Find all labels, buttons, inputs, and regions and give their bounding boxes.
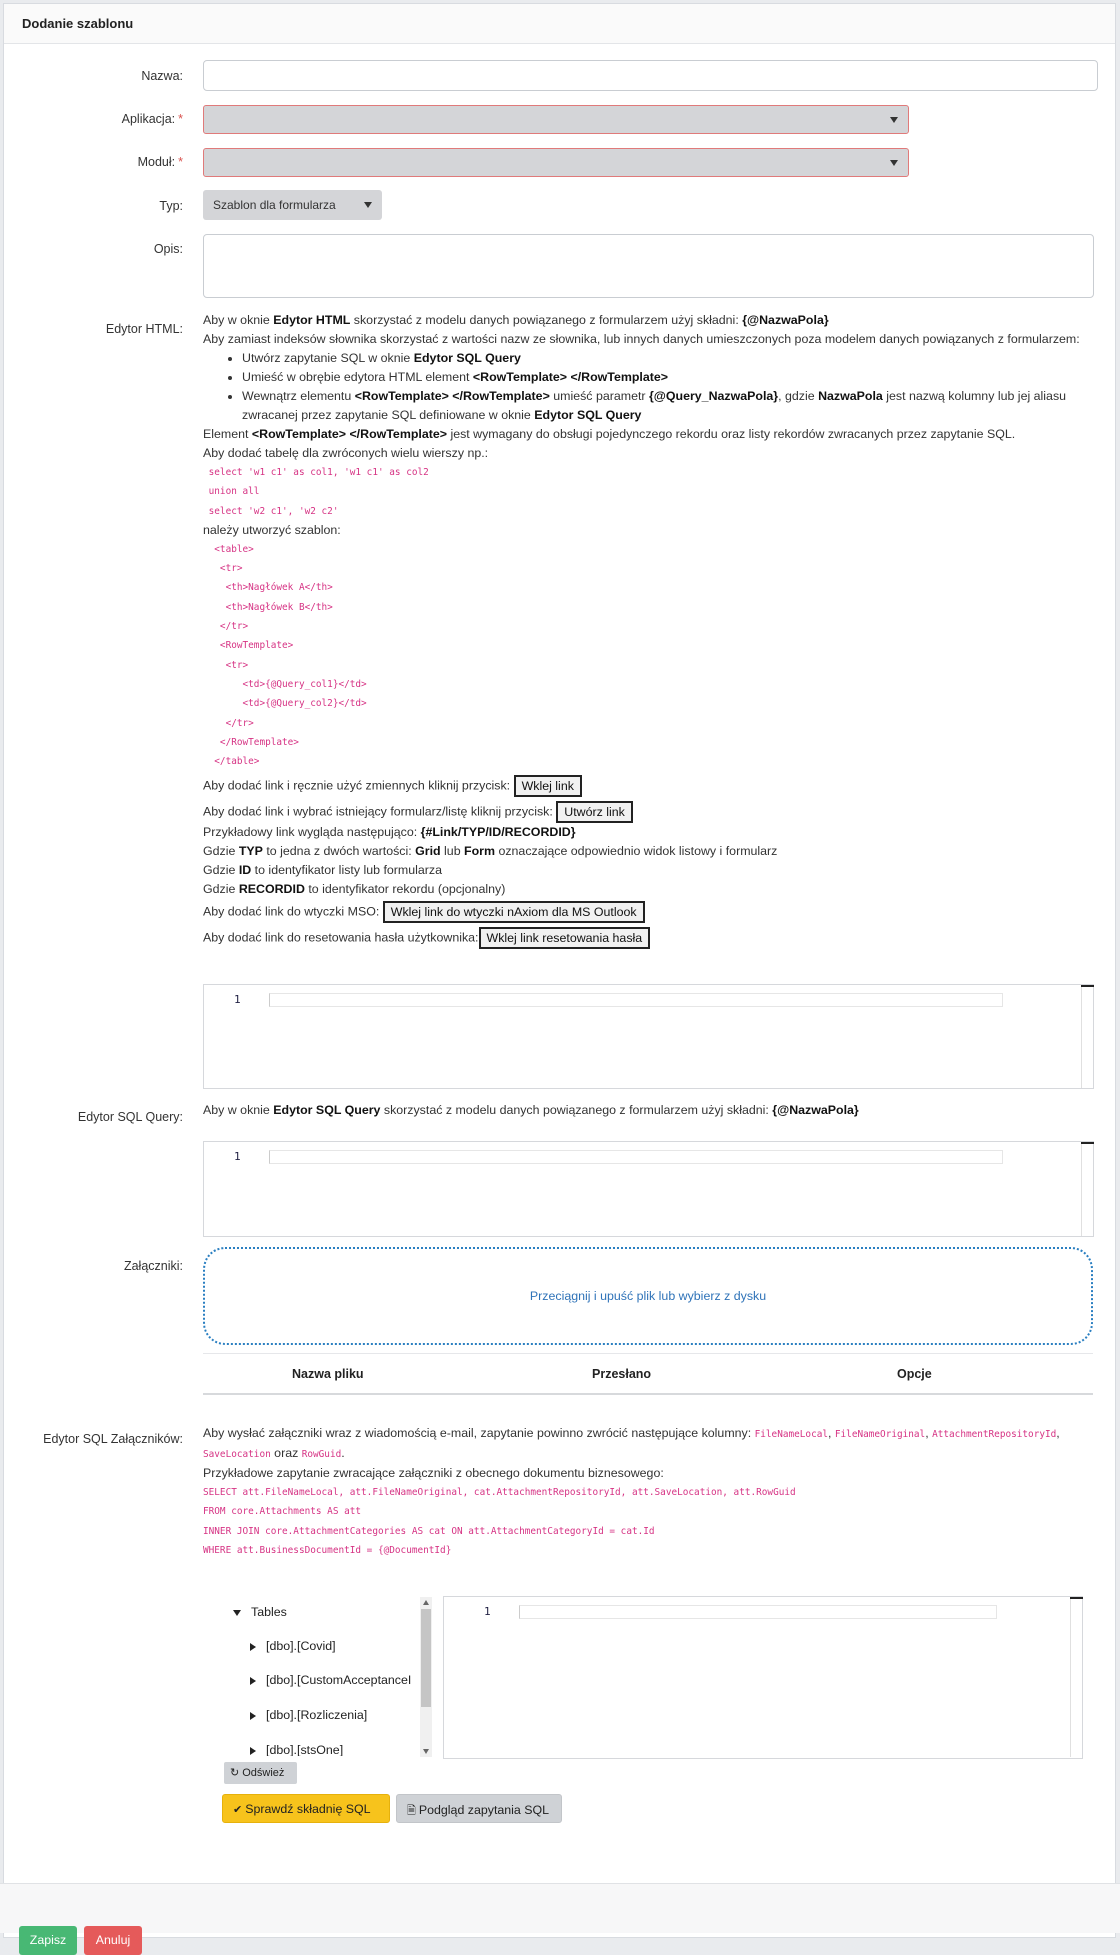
- collapsed-icon: [250, 1747, 256, 1755]
- active-line: [519, 1605, 997, 1619]
- line-number: 1: [234, 1150, 241, 1163]
- save-button[interactable]: Zapisz: [19, 1926, 77, 1955]
- scroll-thumb[interactable]: [421, 1609, 431, 1707]
- refresh-icon: ↻: [230, 1767, 240, 1779]
- aplikacja-select[interactable]: [203, 105, 909, 134]
- sql-editor-label: Edytor SQL Query:: [77, 1110, 183, 1124]
- collapsed-icon: [250, 1677, 256, 1685]
- html-code-editor[interactable]: [203, 984, 1094, 1089]
- collapsed-icon: [250, 1643, 256, 1651]
- tree-scrollbar[interactable]: [420, 1597, 432, 1757]
- col-sent: Przesłano: [592, 1367, 652, 1381]
- html-editor-help: Aby w oknie Edytor HTML skorzystać z modelu danych powiązanego z formularzem użyj składni: {@NazwaPola} Aby zamiast indeksów słownika skorzystać z wartości nazw ze słownika, lub innych danych umieszczonych poza modelem danych powiązanych z formularzem: • Utwórz zapytanie SQL w oknie Edytor SQL Query • Umieść w obrębie edytora HTML element <RowTemplate> </RowTemplate> • Wewnątrz elementu <RowTemplate> </RowTemplate> umieść parametr {@Query_NazwaPola}, gdzie NazwaPola jest nazwą kolumny lub jej aliasu zwracanej przez zapytanie SQL definiowane w oknie Edytor SQL Query Element <RowTemplate> </RowTemplate> jest wymagany do obsługi pojedynczego rekordu oraz listy rekordów zwracanych przez zapytanie SQL. Aby dodać tabelę dla zwróconych wielu wierszy np.: select 'w1 c1' as col1, 'w1 c1' as col2 union all select 'w2 c1', 'w2 c2' należy utworzyć szablon: <table> <tr> <th>Nagłówek A</th> <th>Nagłówek B</th> </tr> <RowTemplate> <tr> <td>{@Query_col1}</td> <td>{@Query_col2}</td> </tr> </RowTemplate> </table> Aby dodać link i ręcznie użyć zmiennych kliknij przycisk: Wklej link Aby dodać link i wybrać istniejący formularz/listę kliknij przycisk: Utwórz link Przykładowy link wygląda następująco: {#Link/TYP/ID/RECORDID} Gdzie TYP to jedna z dwóch wartości: Grid lub Form oznaczające odpowiednio widok listowy i formularz Gdzie ID to identyfikator listy lub formularza Gdzie RECORDID to identyfikator rekordu (opcjonalny) Aby dodać link do wtyczki MSO: Wklej link do wtyczki nAxiom dla MS Outlook Aby dodać link do resetowania hasła użytkownika: Wklej link resetowania hasła: [203, 311, 1093, 949]
- expanded-icon: [233, 1610, 241, 1616]
- sql-code-editor[interactable]: [203, 1141, 1094, 1237]
- collapsed-icon: [250, 1712, 256, 1720]
- scroll-up-icon[interactable]: [423, 1600, 429, 1605]
- tree-item[interactable]: [dbo].[Rozliczenia]: [250, 1708, 367, 1722]
- tables-tree: [213, 1596, 436, 1756]
- check-sql-button[interactable]: ✔ Sprawdź składnię SQL: [222, 1794, 390, 1823]
- active-line: [269, 993, 1003, 1007]
- example-sql-code: select 'w1 c1' as col1, 'w1 c1' as col2 union all select 'w2 c1', 'w2 c2': [208, 467, 429, 517]
- editor-scrollbar[interactable]: [1081, 985, 1093, 1088]
- sql-attachments-help: Aby wysłać załączniki wraz z wiadomością e-mail, zapytanie powinno zwrócić następujące kolumny: FileNameLocal, FileNameOriginal, AttachmentRepositoryId, SaveLocation oraz RowGuid. Przykładowe zapytanie zwracające załączniki z obecnego dokumentu biznesowego: SELECT att.FileNameLocal, att.FileNameOriginal, cat.AttachmentRepositoryId, att.SaveLocation, att.RowGuid FROM core.Attachments AS att INNER JOIN core.AttachmentCategories AS cat ON att.AttachmentCategoryId = cat.Id WHERE att.BusinessDocumentId = {@DocumentId}: [203, 1424, 1093, 1560]
- modul-select[interactable]: [203, 148, 909, 177]
- attachments-example-code: SELECT att.FileNameLocal, att.FileNameOriginal, cat.AttachmentRepositoryId, att.SaveLocation, att.RowGuid FROM core.Attachments AS att INNER JOIN core.AttachmentCategories AS cat ON att.AttachmentCategoryId = cat.Id WHERE att.BusinessDocumentId = {@DocumentId}: [203, 1487, 796, 1556]
- chevron-down-icon: [890, 117, 898, 123]
- col-file-name: Nazwa pliku: [292, 1367, 364, 1381]
- sql-attachments-label: Edytor SQL Załączników:: [43, 1432, 183, 1446]
- chevron-down-icon: [364, 202, 372, 208]
- typ-select[interactable]: [203, 190, 382, 220]
- attachments-table-header: [203, 1353, 1093, 1395]
- opis-textarea[interactable]: [203, 234, 1094, 298]
- file-dropzone[interactable]: Przeciągnij i upuść plik lub wybierz z dysku: [203, 1247, 1093, 1345]
- typ-label: Typ:: [159, 199, 183, 213]
- col-options: Opcje: [897, 1367, 932, 1381]
- attachments-label: Załączniki:: [123, 1259, 183, 1273]
- required-mark: *: [178, 155, 183, 169]
- nazwa-label: Nazwa:: [141, 69, 183, 83]
- tree-root-tables[interactable]: Tables: [233, 1605, 287, 1619]
- cancel-button[interactable]: Anuluj: [84, 1926, 142, 1955]
- refresh-button[interactable]: ↻ Odśwież: [224, 1762, 297, 1784]
- check-circle-icon: ✔: [233, 1804, 243, 1816]
- paste-reset-link-button[interactable]: Wklej link resetowania hasła: [479, 927, 651, 949]
- paste-mso-link-button[interactable]: Wklej link do wtyczki nAxiom dla MS Outlook: [383, 901, 645, 923]
- tree-item[interactable]: [dbo].[CustomAcceptanceI: [250, 1673, 411, 1687]
- paste-link-button[interactable]: Wklej link: [514, 775, 582, 797]
- sql-attachments-code-editor[interactable]: [443, 1596, 1083, 1759]
- file-icon: 🗎: [407, 1805, 416, 1817]
- example-template-code: <table> <tr> <th>Nagłówek A</th> <th>Nagłówek B</th> </tr> <RowTemplate> <tr> <td>{@Query_col1}</td> <td>{@Query_col2}</td> </tr> </RowTemplate> </table>: [214, 543, 367, 768]
- aplikacja-label: Aplikacja: *: [121, 112, 183, 126]
- panel-title: Dodanie szablonu: [4, 4, 1115, 44]
- tree-item[interactable]: [dbo].[Covid]: [250, 1639, 336, 1653]
- create-link-button[interactable]: Utwórz link: [556, 801, 633, 823]
- opis-label: Opis:: [153, 242, 183, 256]
- line-number: 1: [234, 993, 241, 1006]
- chevron-down-icon: [890, 160, 898, 166]
- preview-sql-button[interactable]: 🗎 Podgląd zapytania SQL: [396, 1794, 562, 1823]
- html-editor-label: Edytor HTML:: [105, 322, 183, 336]
- active-line: [269, 1150, 1003, 1164]
- scroll-down-icon[interactable]: [423, 1749, 429, 1754]
- typ-value: Szablon dla formularza: [213, 198, 336, 212]
- editor-scrollbar[interactable]: [1081, 1142, 1093, 1236]
- sql-editor-help: Aby w oknie Edytor SQL Query skorzystać z modelu danych powiązanego z formularzem użyj składni: {@NazwaPola}: [203, 1103, 859, 1117]
- editor-scrollbar[interactable]: [1070, 1597, 1082, 1757]
- panel-footer: [0, 1883, 1120, 1933]
- tree-item[interactable]: [dbo].[stsOne]: [250, 1743, 343, 1756]
- line-number: 1: [484, 1605, 491, 1618]
- required-mark: *: [178, 112, 183, 126]
- nazwa-input[interactable]: [203, 60, 1098, 91]
- modul-label: Moduł: *: [137, 155, 183, 169]
